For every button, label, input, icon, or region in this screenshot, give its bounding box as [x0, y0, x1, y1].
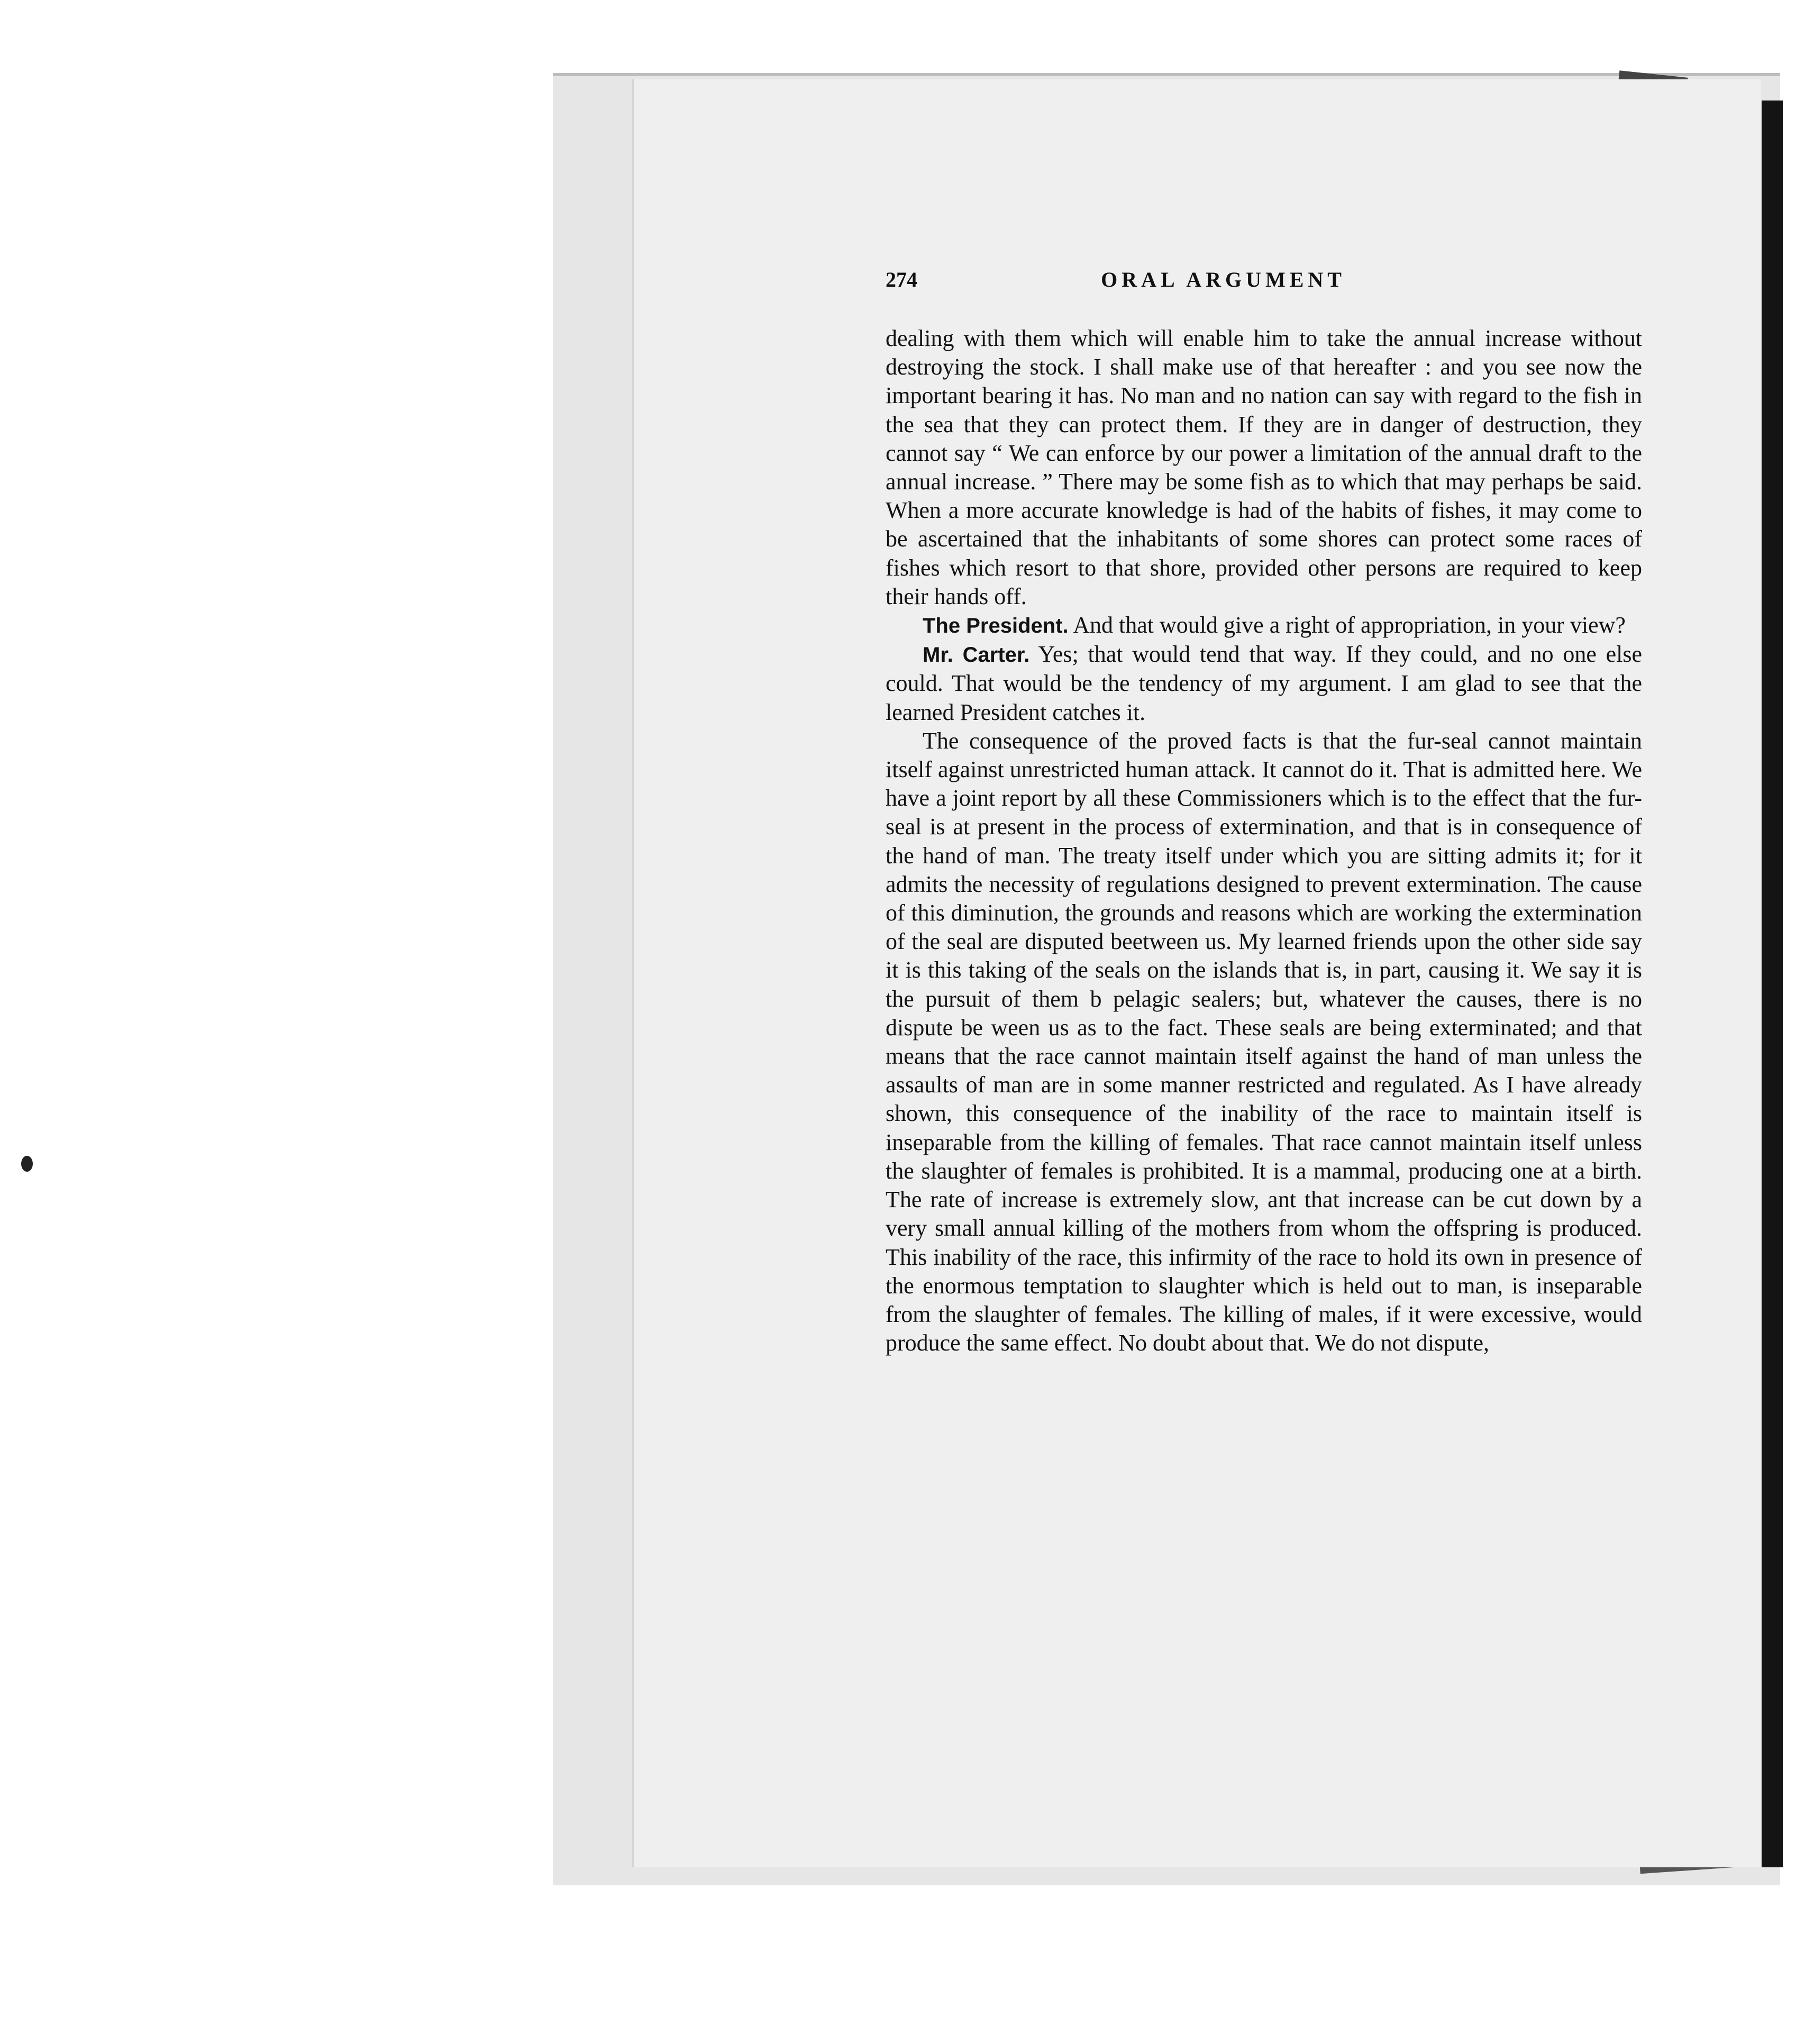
paragraph-text: dealing with them which will enable him to take the annual increase without destroying the stock. I shall make use of that hereafter : and you see now the important bearing it has. No man and no nation can say with regard to the fish in the sea that they can protect them. If they are in danger of destruction, they cannot say “ We can enforce by our power a limitation of the annual draft to the annual increase. ” There may be some fish as to which that may perhaps be said. When a more accurate knowledge is had of the habits of fishes, it may come to be ascertained that the inhabitants of some shores can protect some races of fishes which resort to that shore, provided other persons are required to keep their hands off.: [886, 325, 1642, 609]
paragraph: [886, 640, 1642, 727]
paragraph: [886, 727, 1642, 1357]
running-header: [886, 267, 1642, 304]
paragraph-speaker: Mr. Carter.: [923, 643, 1030, 667]
speck: [21, 1156, 33, 1172]
paragraph-text: And that would give a right of appropriation, in your view?: [1068, 612, 1626, 638]
page-number: 274: [886, 268, 917, 291]
binding-shadow: [1762, 101, 1783, 1867]
paragraph-text: Yes; that would tend that way. If they could, and no one else could. That would be the tendency of my argument. I am glad to see that the learned President catches it.: [886, 641, 1642, 725]
body-text: [886, 324, 1642, 1357]
paragraph-speaker: The President.: [923, 614, 1069, 638]
document-page: [632, 79, 1761, 1867]
page-content: [886, 267, 1642, 1357]
paragraph: [886, 611, 1642, 640]
paragraph-text: The consequence of the proved facts is that the fur-seal cannot maintain itself against unrestricted human attack. It cannot do it. That is admitted here. We have a joint report by all these Commissioners which is to the effect that the fur-seal is at present in the process of extermination, and that is in consequence of the hand of man. The treaty itself under which you are sitting admits it; for it admits the necessity of regulations designed to prevent extermination. The cause of this diminution, the grounds and reasons which are working the extermination of the seal are disputed beetween us. My learned friends upon the other side say it is this taking of the seals on the islands that is, in part, causing it. We say it is the pursuit of them b pelagic sealers; but, whatever the causes, there is no dispute be ween us as to the fact. These seals are being exterminated; and that means that the race cannot maintain itself against the hand of man unless the assaults of man are in some manner restricted and regulated. As I have already shown, this consequence of the inability of the race to maintain itself is inseparable from the killing of females. That race cannot maintain itself unless the slaughter of females is prohibited. It is a mammal, producing one at a birth. The rate of increase is extremely slow, ant that increase can be cut down by a very small annual killing of the mothers from whom the offspring is produced. This inability of the race, this infirmity of the race to hold its own in presence of the enormous temptation to slaughter which is held out to man, is inseparable from the slaughter of females. The killing of males, if it were excessive, would produce the same effect. No doubt about that. We do not dispute,: [886, 727, 1642, 1356]
running-title: ORAL ARGUMENT: [1101, 268, 1346, 291]
paragraph: [886, 324, 1642, 611]
